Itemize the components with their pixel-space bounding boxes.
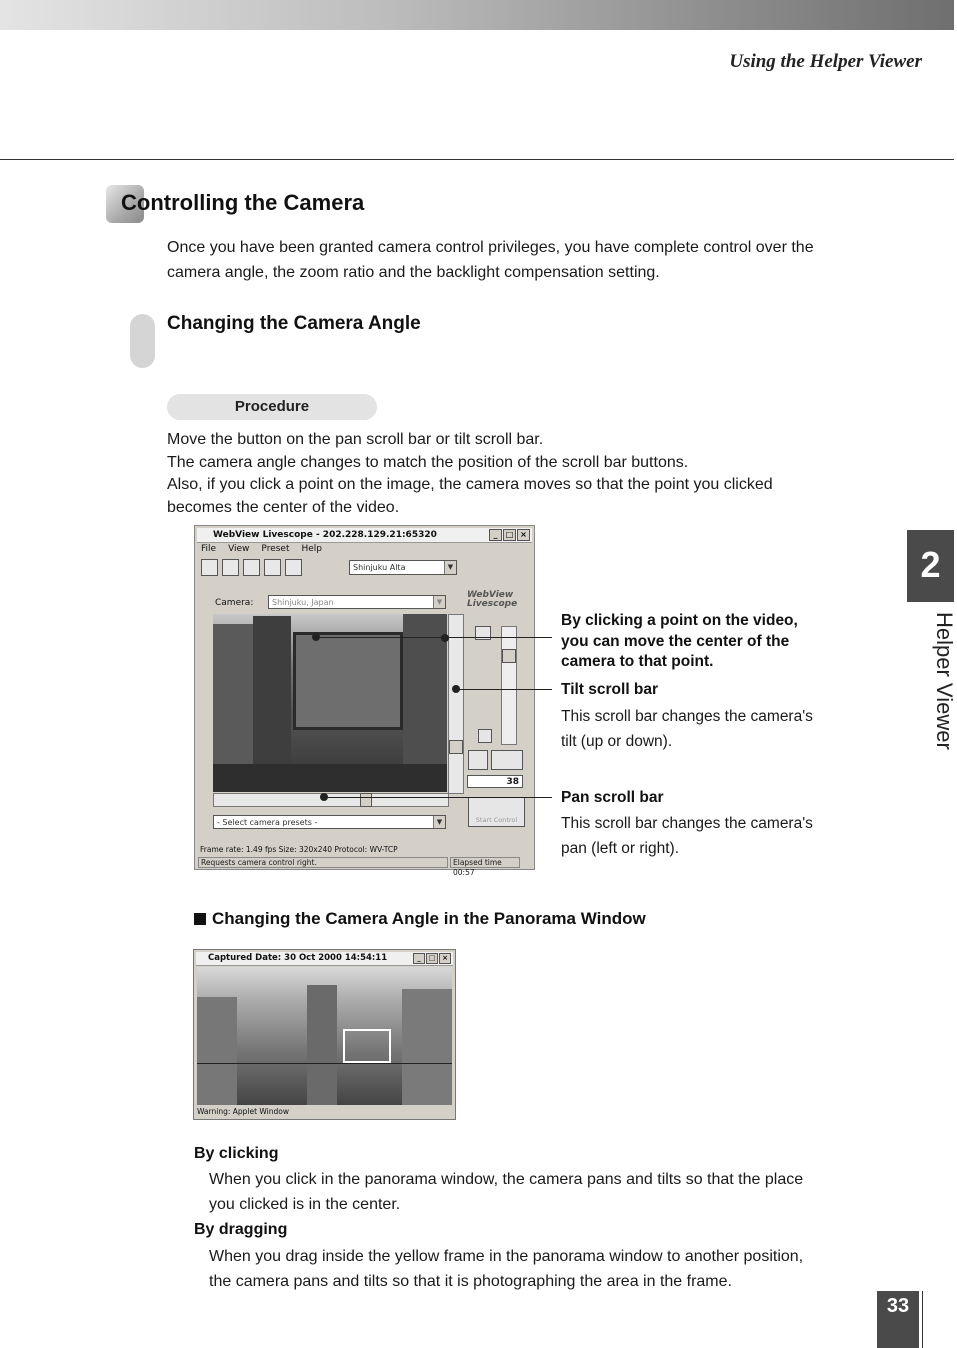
preset-select-combo[interactable]	[213, 815, 446, 829]
video-callout-text	[561, 611, 798, 673]
pano-building-3	[402, 989, 452, 1105]
window-title: WebView Livescope - 202.228.129.21:65320	[213, 530, 437, 540]
by-dragging-line-2: the camera pans and tilts so that it is photographing the area in the frame.	[209, 1273, 732, 1290]
pan-callout-line-1: This scroll bar changes the camera's	[561, 815, 813, 832]
start-control-button[interactable]: Start Control	[468, 797, 525, 827]
chapter-tab	[907, 530, 954, 602]
video-callout-line-3: camera to that point.	[561, 653, 714, 670]
panorama-image[interactable]	[197, 967, 452, 1105]
header-rule	[0, 159, 954, 160]
window-controls	[489, 529, 530, 541]
intro-line-2: camera angle, the zoom ratio and the backlight compensation setting.	[167, 264, 660, 281]
menu-bar	[201, 544, 322, 554]
square-bullet-icon	[194, 913, 206, 925]
pan-scroll-bar[interactable]	[213, 793, 449, 807]
panorama-status: Warning: Applet Window	[197, 1107, 289, 1116]
camera-select-combo[interactable]	[268, 595, 446, 609]
chevron-down-icon: ▼	[433, 816, 445, 828]
panorama-maximize-button[interactable]: □	[426, 953, 438, 964]
panorama-titlebar	[196, 952, 453, 966]
video-callout-line-2: you can move the center of the	[561, 632, 790, 650]
chevron-down-icon: ▼	[433, 596, 445, 608]
panorama-title: Captured Date: 30 Oct 2000 14:54:11	[208, 953, 388, 963]
camera-select-value: Shinjuku, Japan	[272, 598, 334, 607]
backlight-icon[interactable]	[478, 729, 492, 743]
running-title: Using the Helper Viewer	[729, 51, 922, 72]
tilt-callout-line-1: This scroll bar changes the camera's	[561, 708, 813, 725]
by-dragging-line-1: When you drag inside the yellow frame in the panorama window to another position,	[209, 1248, 804, 1265]
by-clicking-term: By clicking	[194, 1145, 279, 1162]
stream-status: Frame rate: 1.49 fps Size: 320x240 Protocol: WV-TCP	[200, 845, 398, 854]
pano-building-1	[197, 997, 237, 1105]
street	[213, 764, 447, 792]
by-clicking-line-2: you clicked is in the center.	[209, 1196, 401, 1213]
procedure-line-4: becomes the center of the video.	[167, 498, 400, 516]
video-callout-dot-2	[441, 634, 449, 642]
snapshot-icon[interactable]	[243, 559, 260, 576]
procedure-line-1: Move the button on the pan scroll bar or tilt scroll bar.	[167, 431, 544, 448]
procedure-pill	[167, 394, 377, 420]
vertical-scroll-thumb[interactable]	[449, 740, 463, 754]
monitor-icon[interactable]	[491, 750, 523, 770]
logo-line-1: WebView	[467, 590, 514, 600]
menu-help[interactable]: Help	[301, 544, 323, 554]
camera-server-value: Shinjuku Alta	[353, 563, 406, 572]
by-clicking-line-1: When you click in the panorama window, the camera pans and tilts so that the place	[209, 1171, 804, 1188]
livescope-window	[194, 525, 535, 877]
pause-icon[interactable]	[264, 559, 281, 576]
pan-callout-line	[324, 797, 552, 798]
tilt-callout-line-2: tilt (up or down).	[561, 733, 673, 750]
panorama-window	[193, 949, 456, 1120]
camera-icon[interactable]	[468, 750, 488, 770]
video-vertical-scrollbar[interactable]	[448, 614, 464, 794]
subsection-title: Changing the Camera Angle	[167, 313, 421, 334]
minimize-button[interactable]: _	[489, 529, 502, 541]
maximize-button[interactable]: □	[503, 529, 516, 541]
view-grid-icon[interactable]	[222, 559, 239, 576]
settings-icon[interactable]	[285, 559, 302, 576]
pano-road-line	[197, 1063, 452, 1064]
video-callout-line	[316, 637, 552, 638]
subsection-marker	[130, 314, 155, 368]
status-message: Requests camera control right.	[198, 857, 448, 868]
chapter-label: Helper Viewer	[932, 612, 957, 750]
pan-callout-line-2: pan (left or right).	[561, 840, 680, 857]
toolbar	[201, 559, 302, 576]
page-number: 33	[877, 1291, 919, 1348]
procedure-line-3: Also, if you click a point on the image, the camera moves so that the point you clicked	[167, 476, 773, 493]
chapter-number: 2	[920, 544, 941, 585]
close-button[interactable]: ×	[517, 529, 530, 541]
procedure-text	[167, 429, 773, 519]
camera-server-combo[interactable]	[349, 560, 457, 575]
preset-select-value: - Select camera presets -	[217, 818, 318, 827]
chevron-down-icon: ▼	[444, 561, 456, 574]
panorama-heading	[194, 909, 646, 929]
tilt-scroll-thumb[interactable]	[502, 649, 516, 663]
yellow-view-frame[interactable]	[343, 1029, 391, 1063]
logo-line-2: Livescope	[467, 599, 518, 609]
header-gradient-bar	[0, 0, 954, 30]
video-billboard	[293, 632, 403, 730]
view-small-icon[interactable]	[201, 559, 218, 576]
panorama-heading-text: Changing the Camera Angle in the Panorama Window	[212, 909, 646, 928]
control-timer: 38	[467, 775, 523, 788]
menu-view[interactable]: View	[228, 544, 250, 554]
menu-file[interactable]: File	[201, 544, 217, 554]
panorama-window-controls	[413, 953, 451, 964]
intro-line-1: Once you have been granted camera control privileges, you have complete control over the	[167, 239, 814, 256]
camera-label: Camera:	[215, 598, 254, 608]
menu-preset[interactable]: Preset	[261, 544, 290, 554]
panorama-close-button[interactable]: ×	[439, 953, 451, 964]
section-title: Controlling the Camera	[121, 190, 365, 215]
page-number-rule	[922, 1291, 923, 1348]
elapsed-time: Elapsed time 00:57	[450, 857, 520, 868]
tilt-callout-title: Tilt scroll bar	[561, 681, 659, 698]
tilt-callout-line	[456, 689, 552, 690]
pano-building-2	[307, 985, 337, 1105]
procedure-line-2: The camera angle changes to match the position of the scroll bar buttons.	[167, 453, 689, 471]
webview-logo	[467, 591, 517, 609]
video-callout-line-1: By clicking a point on the video,	[561, 612, 798, 629]
pan-callout-title: Pan scroll bar	[561, 789, 664, 806]
by-dragging-term: By dragging	[194, 1221, 288, 1238]
pan-scroll-thumb[interactable]	[360, 793, 372, 807]
panorama-minimize-button[interactable]: _	[413, 953, 425, 964]
window-titlebar	[197, 528, 532, 543]
procedure-label: Procedure	[234, 398, 310, 415]
live-video[interactable]	[213, 614, 447, 792]
tilt-scroll-bar[interactable]	[501, 626, 517, 745]
